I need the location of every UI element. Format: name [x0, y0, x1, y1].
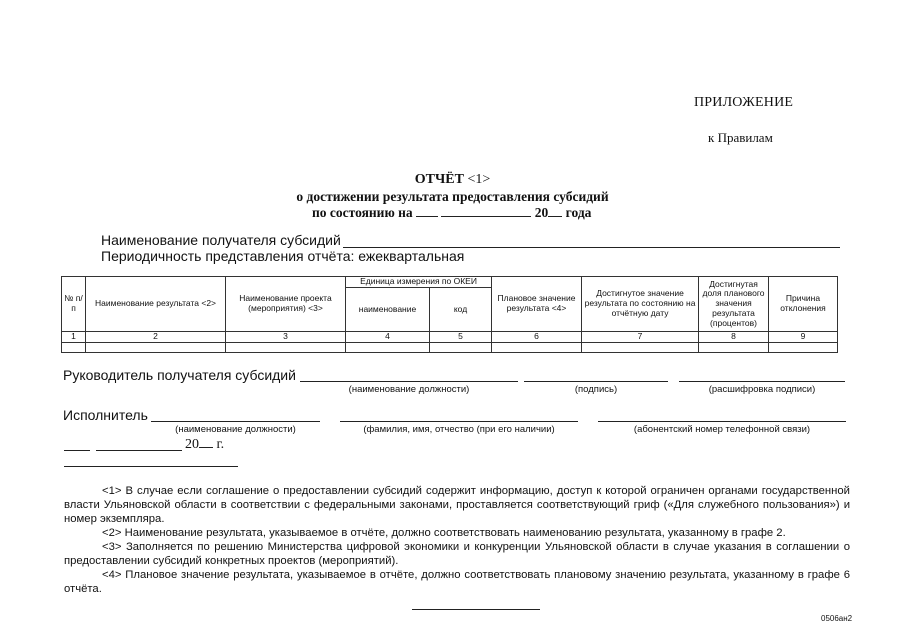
table-cell[interactable] — [492, 343, 582, 353]
executor-fio-field[interactable] — [340, 421, 578, 422]
report-title-text: ОТЧЁТ — [414, 172, 464, 187]
executor-position-caption: (наименование должности) — [175, 424, 296, 435]
head-label: Руководитель получателя субсидий — [63, 367, 296, 383]
executor-phone-caption: (абонентский номер телефонной связи) — [633, 424, 811, 435]
executor-label: Исполнитель — [63, 407, 148, 423]
date-prefix: по состоянию на — [312, 205, 413, 220]
col-header-result: Наименование результата <2> — [86, 277, 226, 332]
sign-month-field[interactable] — [96, 450, 182, 451]
col-number: 9 — [769, 332, 838, 343]
table-cell[interactable] — [346, 343, 430, 353]
col-header-achieved: Достигнутое значение результата по состоянию на отчётную дату — [582, 277, 699, 332]
sign-year: 20 — [185, 437, 199, 452]
col-number: 5 — [430, 332, 492, 343]
col-number: 3 — [226, 332, 346, 343]
date-year: 20 — [534, 205, 549, 220]
col-header-share: Достигнутая доля планового значения результата (процентов) — [699, 277, 769, 332]
col-number: 6 — [492, 332, 582, 343]
sign-date — [185, 437, 224, 453]
footnote-separator — [64, 466, 238, 467]
periodicity-label: Периодичность представления отчёта: — [101, 248, 355, 264]
table-cell[interactable] — [226, 343, 346, 353]
executor-phone-field[interactable] — [598, 421, 846, 422]
col-number: 2 — [86, 332, 226, 343]
footnote-4: <4> Плановое значение результата, указываемое в отчёте, должно соответствовать плановому значению результата, указанному в графе 6 отчёта. — [64, 569, 850, 595]
col-header-planned: Плановое значение результата <4> — [492, 277, 582, 332]
head-signature-field[interactable] — [524, 381, 668, 382]
table-cell[interactable] — [430, 343, 492, 353]
col-header-project: Наименование проекта (мероприятия) <3> — [226, 277, 346, 332]
report-table — [61, 276, 838, 353]
table-row — [62, 343, 838, 353]
to-rules-label: к Правилам — [708, 130, 773, 145]
date-year-blank[interactable] — [548, 216, 562, 217]
executor-position-field[interactable] — [151, 421, 320, 422]
col-header-reason: Причина отклонения — [769, 277, 838, 332]
col-number: 1 — [62, 332, 86, 343]
date-suffix: года — [565, 205, 592, 220]
footnote-3: <3> Заполняется по решению Министерства цифровой экономики и конкуренции Ульяновской области в случае указания в соглашении о предоставлении субсидий конкретных проектов (мероприятий). — [64, 541, 850, 567]
table-cell[interactable] — [582, 343, 699, 353]
report-subtitle: о достижении результата предоставления субсидий — [296, 189, 609, 204]
head-position-caption: (наименование должности) — [348, 384, 470, 395]
recipient-label: Наименование получателя субсидий — [101, 232, 341, 248]
footnote-1: <1> В случае если соглашение о предоставлении субсидий содержит информацию, доступ к которой ограничен органами государственной власти Ульяновской области в соответствии с федеральными законами, проставляется соответствующий гриф («Для служебного пользования») и номер экземпляра. — [64, 485, 850, 525]
col-header-unit-name: наименование — [346, 288, 430, 332]
table-cell[interactable] — [769, 343, 838, 353]
table-cell[interactable] — [62, 343, 86, 353]
col-header-num: № п/п — [62, 277, 86, 332]
head-position-field[interactable] — [300, 381, 518, 382]
report-title — [0, 172, 905, 188]
bottom-separator — [412, 609, 540, 610]
date-month-blank[interactable] — [441, 216, 531, 217]
title-footnote-ref: <1> — [467, 172, 491, 187]
sign-day-field[interactable] — [64, 450, 90, 451]
table-cell[interactable] — [86, 343, 226, 353]
col-number: 7 — [582, 332, 699, 343]
appendix-heading: ПРИЛОЖЕНИЕ — [694, 95, 794, 110]
periodicity-row — [101, 248, 464, 264]
head-decode-field[interactable] — [679, 381, 845, 382]
periodicity-value: ежеквартальная — [358, 248, 465, 264]
head-decode-caption: (расшифровка подписи) — [708, 384, 816, 395]
head-signature-caption: (подпись) — [574, 384, 618, 395]
sign-year-suffix: г. — [216, 437, 225, 452]
report-date-line — [312, 205, 591, 221]
col-number: 8 — [699, 332, 769, 343]
executor-fio-caption: (фамилия, имя, отчество (при его наличии) — [363, 424, 555, 435]
table-cell[interactable] — [699, 343, 769, 353]
sign-year-blank[interactable] — [199, 447, 213, 448]
col-header-unit-group: Единица измерения по ОКЕИ — [346, 277, 492, 288]
col-header-unit-code: код — [430, 288, 492, 332]
page-code: 0506ан2 — [821, 614, 853, 623]
col-number: 4 — [346, 332, 430, 343]
date-day-blank[interactable] — [416, 216, 438, 217]
footnote-2: <2> Наименование результата, указываемое в отчёте, должно соответствовать наименованию результата, указанному в графе 2. — [102, 527, 786, 539]
